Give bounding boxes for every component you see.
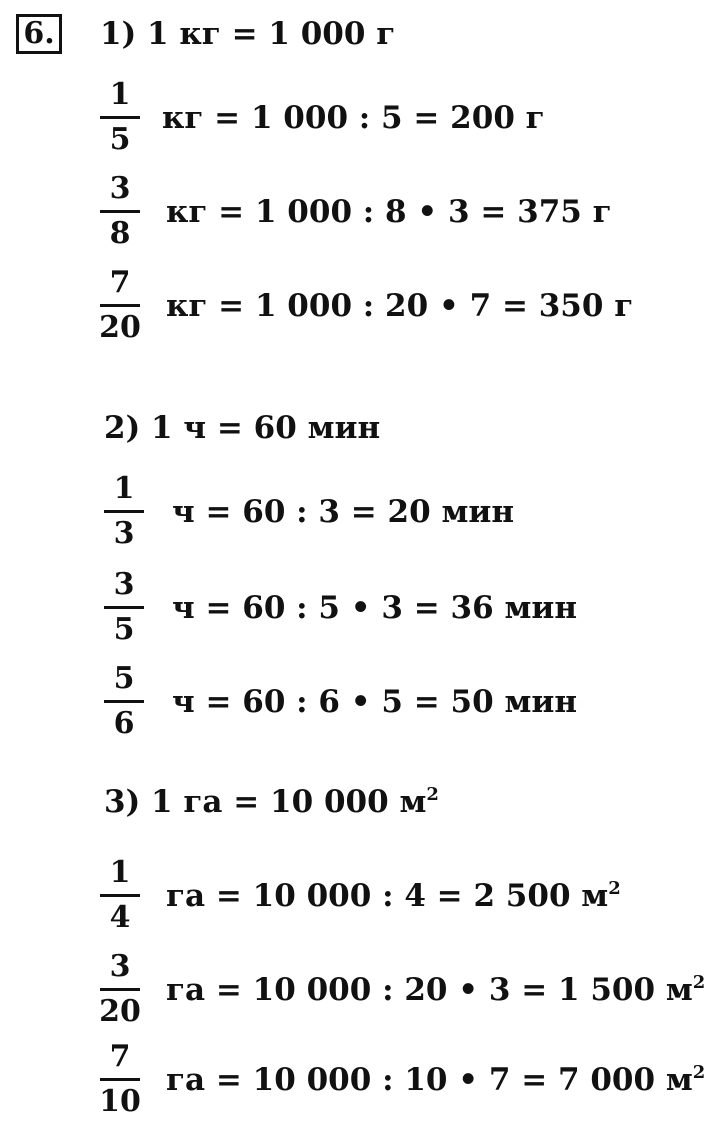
- section-3-heading: [104, 784, 439, 820]
- fraction-bar: [100, 210, 140, 213]
- fraction-bar: [100, 894, 140, 897]
- fraction-bar: [100, 116, 140, 119]
- section-1-heading: 1) 1 кг = 1 000 г: [100, 16, 396, 52]
- unit-exponent: 2: [692, 972, 705, 993]
- fraction-numerator: 3: [113, 567, 135, 602]
- fraction-bar: [100, 304, 140, 307]
- fraction-numerator: 7: [109, 265, 131, 300]
- fraction-bar: [104, 700, 144, 703]
- unit-exponent: 2: [608, 878, 621, 899]
- fraction-denominator: 8: [109, 216, 131, 251]
- fraction-bar: [104, 606, 144, 609]
- fraction: [100, 568, 148, 647]
- equation-text: [166, 878, 621, 914]
- fraction-denominator: 5: [113, 612, 135, 647]
- expression: га = 10 000 : 10 • 7 = 7 000 м: [166, 1062, 693, 1098]
- equation-text: ч = 60 : 6 • 5 = 50 мин: [172, 684, 578, 720]
- fraction: [96, 1040, 144, 1119]
- unit-exponent: 2: [692, 1062, 705, 1083]
- fraction-denominator: 6: [113, 706, 135, 741]
- fraction: [100, 662, 148, 741]
- fraction-denominator: 5: [109, 122, 131, 157]
- fraction-denominator: 20: [99, 310, 141, 345]
- fraction-numerator: 7: [109, 1039, 131, 1074]
- equation-text: кг = 1 000 : 5 = 200 г: [162, 100, 545, 136]
- fraction-numerator: 1: [113, 471, 135, 506]
- fraction-numerator: 1: [109, 855, 131, 890]
- expression: га = 10 000 : 20 • 3 = 1 500 м: [166, 972, 693, 1008]
- fraction-numerator: 3: [109, 949, 131, 984]
- equation-text: кг = 1 000 : 20 • 7 = 350 г: [166, 288, 634, 324]
- fraction: [96, 856, 144, 935]
- fraction: [96, 950, 144, 1029]
- fraction-denominator: 20: [99, 994, 141, 1029]
- fraction-numerator: 5: [113, 661, 135, 696]
- fraction-numerator: 1: [109, 77, 131, 112]
- fraction-denominator: 10: [99, 1084, 141, 1119]
- expression: га = 10 000 : 4 = 2 500 м: [166, 878, 609, 914]
- equation-text: [166, 972, 705, 1008]
- fraction-bar: [100, 1078, 140, 1081]
- fraction-bar: [104, 510, 144, 513]
- unit-exponent: 2: [426, 784, 439, 805]
- fraction-bar: [100, 988, 140, 991]
- fraction-denominator: 4: [109, 900, 131, 935]
- fraction: [96, 266, 144, 345]
- fraction: [96, 78, 144, 157]
- equation-text: [166, 1062, 705, 1098]
- section-2-heading: 2) 1 ч = 60 мин: [104, 410, 381, 446]
- equation-text: ч = 60 : 5 • 3 = 36 мин: [172, 590, 578, 626]
- heading-text: 3) 1 га = 10 000 м: [104, 784, 427, 820]
- fraction-denominator: 3: [113, 516, 135, 551]
- problem-number-badge: 6.: [16, 14, 62, 54]
- equation-text: кг = 1 000 : 8 • 3 = 375 г: [166, 194, 612, 230]
- fraction: [96, 172, 144, 251]
- fraction: [100, 472, 148, 551]
- fraction-numerator: 3: [109, 171, 131, 206]
- equation-text: ч = 60 : 3 = 20 мин: [172, 494, 515, 530]
